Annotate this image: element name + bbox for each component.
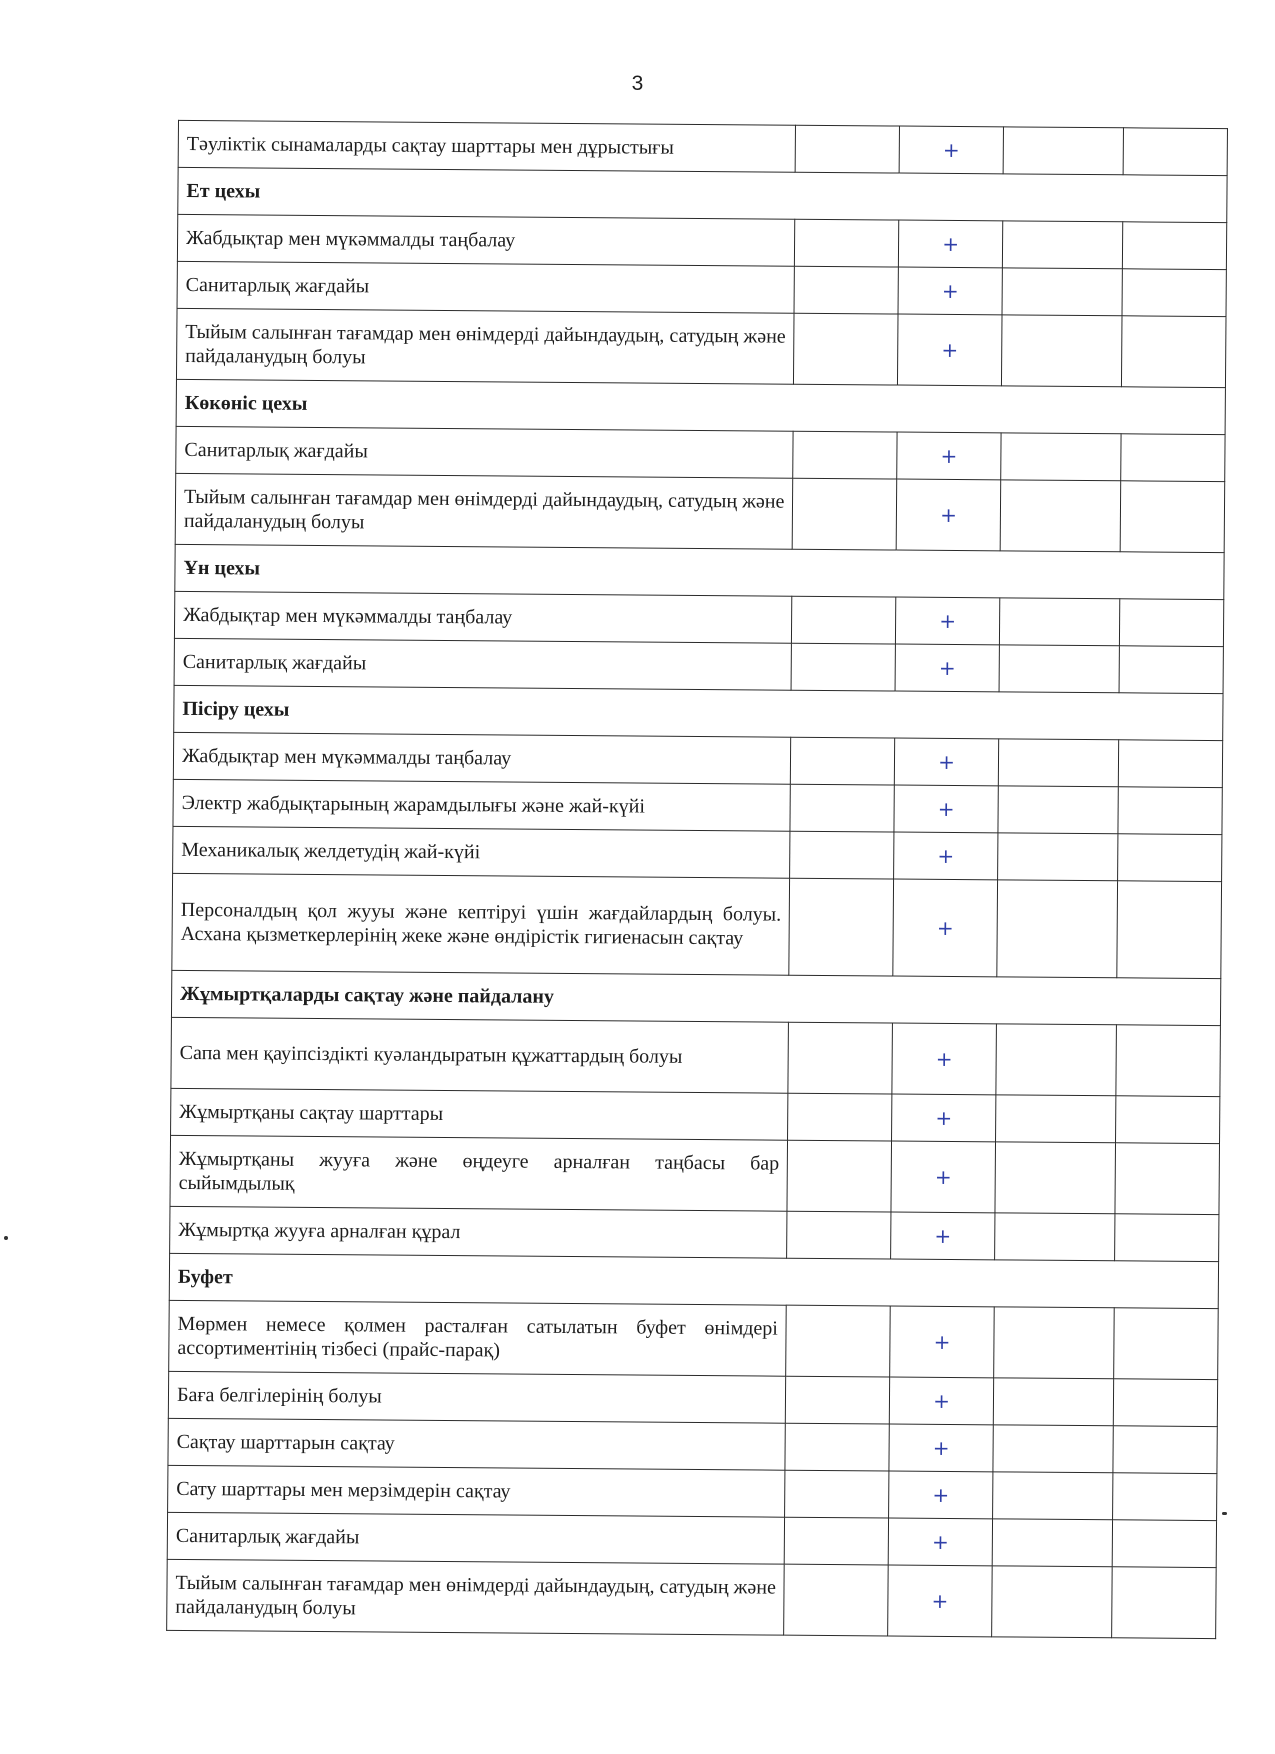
checklist-row (170, 1135, 1220, 1214)
checklist-row (170, 1206, 1219, 1261)
requirement-text: Жабдықтар мен мүкәммалды таңбалау (173, 732, 791, 784)
blank-cell (787, 1211, 891, 1259)
requirement-text: Жабдықтар мен мүкәммалды таңбалау (177, 214, 795, 266)
blank-cell (995, 1142, 1116, 1214)
blank-cell (999, 598, 1120, 646)
blank-cell (785, 1423, 889, 1471)
blank-cell (1000, 480, 1121, 552)
blank-cell (793, 478, 897, 550)
requirement-text: Жұмыртқа жууға арналған құрал (170, 1206, 788, 1258)
requirement-text: Сату шарттары мен мерзімдерін сақтау (168, 1465, 786, 1517)
requirement-text: Санитарлық жағдайы (176, 426, 794, 478)
blank-cell (790, 831, 894, 879)
checklist-row (174, 638, 1223, 693)
section-header-row (176, 379, 1225, 434)
blank-cell (793, 431, 897, 479)
blank-cell (998, 739, 1119, 787)
checklist-row (167, 1559, 1217, 1638)
requirement-text: Жұмыртқаны жууға және өңдеуге арналған таңбасы бар сыйымдылық (170, 1135, 788, 1211)
checklist-row (173, 779, 1222, 834)
check-mark: + (889, 1424, 993, 1472)
checklist-row (176, 308, 1226, 387)
checklist-row (171, 1088, 1220, 1143)
inspection-checklist-table (166, 120, 1228, 1639)
blank-cell (994, 1307, 1115, 1379)
requirement-text: Тыйым салынған тағамдар мен өнімдерді дайындаудың, сатудың және пайдаланудың болуы (167, 1559, 785, 1635)
check-mark: + (898, 314, 1002, 386)
blank-cell (998, 833, 1119, 881)
blank-cell (993, 1472, 1114, 1520)
section-header-row (175, 544, 1224, 599)
requirement-text: Санитарлық жағдайы (177, 261, 795, 313)
requirement-text: Санитарлық жағдайы (174, 638, 792, 690)
check-mark: + (888, 1518, 992, 1566)
blank-cell (792, 596, 896, 644)
check-mark: + (894, 785, 998, 833)
blank-cell (791, 643, 895, 691)
blank-cell (993, 1378, 1114, 1426)
requirement-text: Механикалық желдетудің жай-күйі (173, 826, 791, 878)
blank-cell (1120, 481, 1224, 553)
section-header-row (171, 970, 1220, 1025)
blank-cell (1116, 1096, 1220, 1144)
blank-cell (1112, 1567, 1216, 1639)
blank-cell (1120, 599, 1224, 647)
scan-speck (1222, 1512, 1227, 1515)
check-mark: + (899, 220, 1003, 268)
blank-cell (998, 786, 1119, 834)
scan-speck (4, 1236, 8, 1240)
check-mark: + (892, 1094, 996, 1142)
section-header-row (169, 1253, 1218, 1308)
section-title: Буфет (169, 1253, 1218, 1308)
blank-cell (786, 1305, 890, 1377)
blank-cell (992, 1566, 1113, 1638)
section-header-row (174, 685, 1223, 740)
checklist-row (167, 1512, 1216, 1567)
blank-cell (1118, 787, 1222, 835)
check-mark: + (899, 126, 1003, 174)
blank-cell (791, 737, 895, 785)
check-mark: + (894, 832, 998, 880)
blank-cell (995, 1213, 1116, 1261)
check-mark: + (888, 1565, 992, 1637)
checklist-row (177, 261, 1226, 316)
requirement-text: Электр жабдықтарының жарамдылығы және жай-күйі (173, 779, 791, 831)
checklist-row (175, 473, 1225, 552)
blank-cell (1114, 1308, 1218, 1380)
section-header-row (178, 167, 1227, 222)
checklist-row (177, 214, 1226, 269)
blank-cell (788, 1022, 892, 1094)
blank-cell (787, 1140, 891, 1212)
requirement-text: Тыйым салынған тағамдар мен өнімдерді дайындаудың, сатудың және пайдаланудың болуы (176, 308, 794, 384)
check-mark: + (891, 1212, 995, 1260)
section-title: Көкөніс цехы (176, 379, 1225, 434)
checklist-row (178, 120, 1227, 175)
blank-cell (1118, 834, 1222, 882)
blank-cell (1115, 1143, 1219, 1215)
requirement-text: Тәуліктік сынамаларды сақтау шарттары мен дұрыстығы (178, 120, 796, 172)
check-mark: + (891, 1141, 995, 1213)
blank-cell (1003, 127, 1124, 175)
blank-cell (1122, 269, 1226, 317)
checklist-row (168, 1465, 1217, 1520)
blank-cell (993, 1425, 1114, 1473)
check-mark: + (894, 738, 998, 786)
blank-cell (1001, 433, 1122, 481)
check-mark: + (889, 1471, 993, 1519)
blank-cell (1123, 222, 1227, 270)
blank-cell (1113, 1379, 1217, 1427)
check-mark: + (897, 432, 1001, 480)
blank-cell (996, 1024, 1117, 1096)
checklist-row (168, 1418, 1217, 1473)
blank-cell (1118, 740, 1222, 788)
blank-cell (786, 1376, 890, 1424)
blank-cell (1112, 1520, 1216, 1568)
requirement-text: Тыйым салынған тағамдар мен өнімдерді дайындаудың, сатудың және пайдаланудың болуы (175, 473, 793, 549)
blank-cell (1117, 881, 1222, 979)
checklist-row (168, 1371, 1217, 1426)
check-mark: + (889, 1377, 993, 1425)
page-number: 3 (631, 72, 644, 95)
checklist-row (169, 1300, 1219, 1379)
checklist-row (173, 826, 1222, 881)
blank-cell (999, 645, 1120, 693)
requirement-text: Персоналдың қол жууы және кептіруі үшін жағдайлардың болуы. Асхана қызметкерлерінің жеке және өндірістік гигиенасын сақтау (172, 873, 790, 975)
requirement-text: Жұмыртқаны сақтау шарттары (171, 1088, 789, 1140)
blank-cell (785, 1470, 889, 1518)
blank-cell (992, 1519, 1113, 1567)
check-mark: + (896, 597, 1000, 645)
check-mark: + (895, 644, 999, 692)
blank-cell (1115, 1214, 1219, 1262)
check-mark: + (892, 1023, 996, 1095)
blank-cell (1002, 268, 1123, 316)
check-mark: + (890, 1306, 994, 1378)
checklist-row (174, 591, 1223, 646)
blank-cell (784, 1564, 888, 1636)
section-title: Жұмыртқаларды сақтау және пайдалану (171, 970, 1220, 1025)
blank-cell (795, 125, 899, 173)
check-mark: + (896, 479, 1000, 551)
blank-cell (1113, 1473, 1217, 1521)
blank-cell (794, 313, 898, 385)
section-title: Пісіру цехы (174, 685, 1223, 740)
blank-cell (789, 878, 894, 976)
check-mark: + (893, 879, 998, 977)
blank-cell (795, 219, 899, 267)
blank-cell (790, 784, 894, 832)
blank-cell (1121, 434, 1225, 482)
section-title: Ет цехы (178, 167, 1227, 222)
blank-cell (1122, 316, 1226, 388)
requirement-text: Мөрмен немесе қолмен расталған сатылатын буфет өнімдері ассортиментінің тізбесі (прайс-парақ) (169, 1300, 787, 1376)
requirement-text: Баға белгілерінің болуы (168, 1371, 786, 1423)
blank-cell (1119, 646, 1223, 694)
blank-cell (785, 1517, 889, 1565)
requirement-text: Жабдықтар мен мүкәммалды таңбалау (174, 591, 792, 643)
blank-cell (1123, 128, 1227, 176)
requirement-text: Санитарлық жағдайы (167, 1512, 785, 1564)
check-mark: + (898, 267, 1002, 315)
blank-cell (1001, 315, 1122, 387)
section-title: Ұн цехы (175, 544, 1224, 599)
checklist-row (173, 732, 1222, 787)
requirement-text: Сақтау шарттарын сақтау (168, 1418, 786, 1470)
checklist-row (176, 426, 1225, 481)
checklist-row (172, 873, 1222, 978)
blank-cell (788, 1093, 892, 1141)
requirement-text: Сапа мен қауіпсіздікті куәландыратын құжаттардың болуы (171, 1017, 789, 1093)
blank-cell (1113, 1426, 1217, 1474)
blank-cell (997, 880, 1118, 978)
blank-cell (794, 266, 898, 314)
blank-cell (1116, 1025, 1220, 1097)
checklist-row (171, 1017, 1221, 1096)
blank-cell (1002, 221, 1123, 269)
blank-cell (995, 1095, 1116, 1143)
